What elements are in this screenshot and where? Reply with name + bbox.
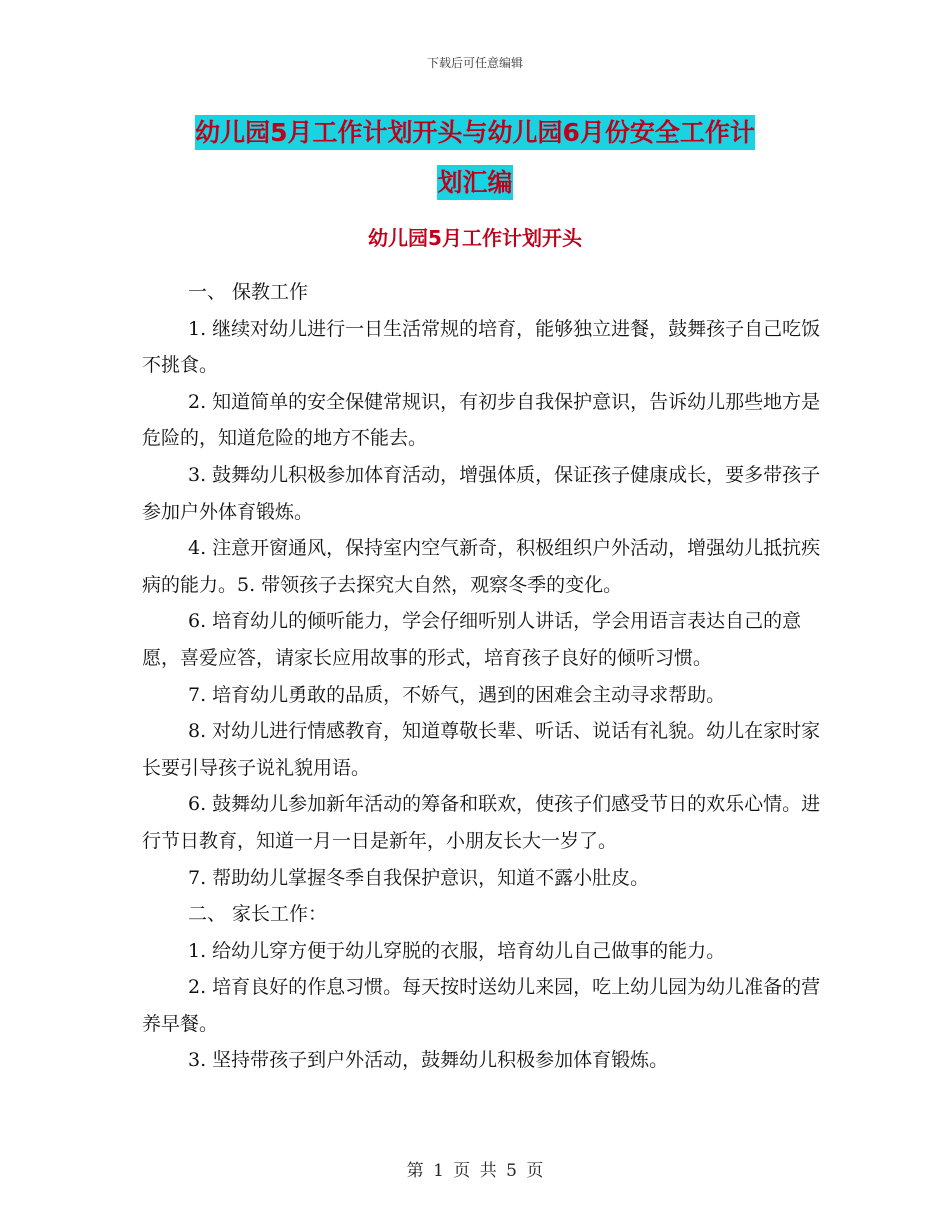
- paragraph: 4. 注意开窗通风，保持室内空气新奇，积极组织户外活动，增强幼儿抵抗疾病的能力。5. 带领孩子去探究大自然，观察冬季的变化。: [142, 537, 821, 596]
- paragraph: 一、 保教工作: [188, 281, 309, 303]
- page-footer: 第 1 页 共 5 页: [406, 1161, 544, 1181]
- paragraph: 3. 坚持带孩子到户外活动，鼓舞幼儿积极参加体育锻炼。: [188, 1049, 669, 1072]
- document-title: [150, 108, 800, 208]
- paragraph: 3. 鼓舞幼儿积极参加体育活动，增强体质，保证孩子健康成长，要多带孩子参加户外体育锻炼。: [142, 463, 821, 523]
- document-body: [142, 274, 822, 1079]
- paragraph: 6. 鼓舞幼儿参加新年活动的筹备和联欢，使孩子们感受节日的欢乐心情。进行节日教育，知道一月一日是新年，小朋友长大一岁了。: [142, 793, 821, 852]
- paragraph: 7. 帮助幼儿掌握冬季自我保护意识，知道不露小肚皮。: [188, 866, 650, 889]
- title-line-2: 划汇编: [437, 165, 512, 200]
- paragraph: 6. 培育幼儿的倾听能力，学会仔细听别人讲话，学会用语言表达自己的意愿，喜爱应答，请家长应用故事的形式，培育孩子良好的倾听习惯。: [142, 610, 802, 669]
- page-header: 下载后可任意编辑: [426, 56, 523, 70]
- paragraph: 1. 给幼儿穿方便于幼儿穿脱的衣服，培育幼儿自己做事的能力。: [188, 939, 726, 962]
- paragraph: 1. 继续对幼儿进行一日生活常规的培育，能够独立进餐，鼓舞孩子自己吃饭不挑食。: [142, 317, 821, 377]
- paragraph: 二、 家长工作：: [188, 903, 328, 926]
- paragraph: 8. 对幼儿进行情感教育，知道尊敬长辈、听话、说话有礼貌。幼儿在家时家长要引导孩子说礼貌用语。: [142, 720, 821, 779]
- paragraph: 2. 知道简单的安全保健常规识，有初步自我保护意识，告诉幼儿那些地方是危险的，知道危险的地方不能去。: [142, 390, 821, 450]
- title-line-1: 幼儿园5月工作计划开头与幼儿园6月份安全工作计: [195, 115, 755, 150]
- paragraph: 2. 培育良好的作息习惯。每天按时送幼儿来园，吃上幼儿园为幼儿准备的营养早餐。: [142, 976, 821, 1035]
- section-title: 幼儿园5月工作计划开头: [368, 226, 582, 250]
- paragraph: 7. 培育幼儿勇敢的品质，不娇气，遇到的困难会主动寻求帮助。: [188, 683, 726, 706]
